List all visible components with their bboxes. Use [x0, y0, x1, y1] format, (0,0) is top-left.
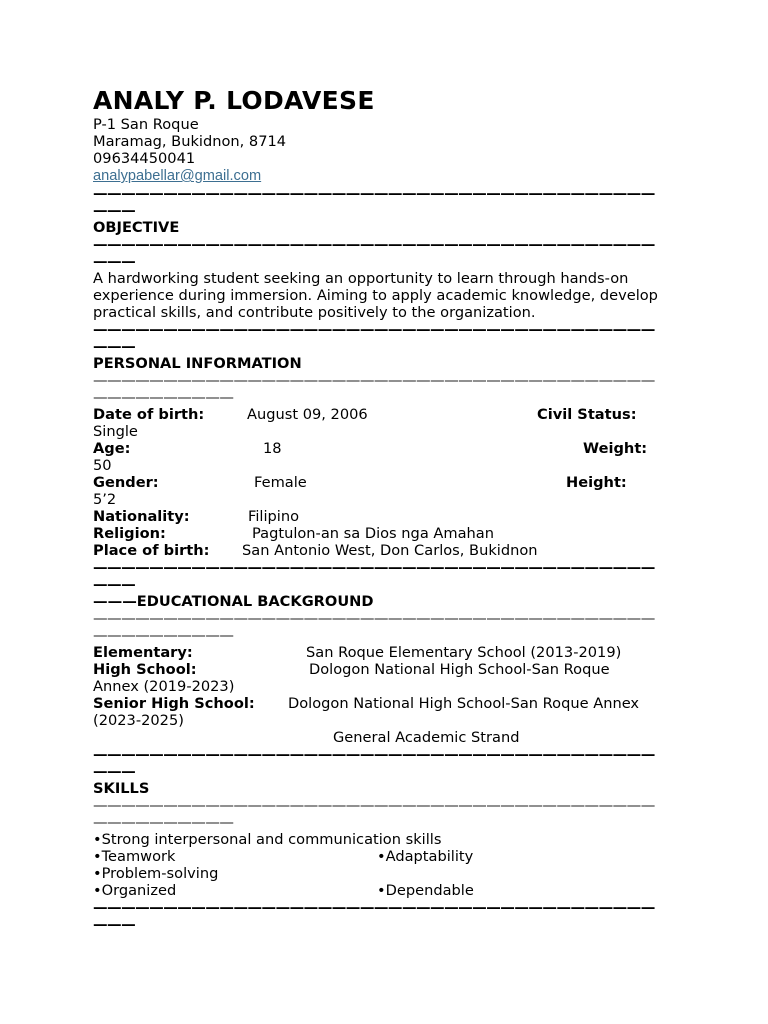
- thin-divider-rule: ——————————————————————————————————————————————————: [93, 797, 655, 831]
- strand-value: General Academic Strand: [333, 729, 520, 746]
- objective-heading: OBJECTIVE: [93, 219, 180, 236]
- elementary-label: Elementary:: [93, 644, 193, 661]
- weight-value: 50: [93, 457, 112, 474]
- high-school-label: High School:: [93, 661, 197, 678]
- skill-row: [93, 848, 667, 865]
- education-heading-text: EDUCATIONAL BACKGROUND: [136, 593, 374, 610]
- thin-divider-rule: ——————————————————————————————————————————————————: [93, 372, 655, 406]
- gender-value: Female: [254, 474, 307, 491]
- email-link[interactable]: analypabellar@gmail.com: [93, 168, 262, 184]
- thin-divider-rule: ——————————————————————————————————————————————————: [93, 610, 655, 644]
- address-line-1: P-1 San Roque: [93, 116, 199, 133]
- applicant-name: ANALY P. LODAVESE: [93, 86, 375, 115]
- address-line-2: Maramag, Bukidnon, 8714: [93, 133, 287, 150]
- senior-high-value-cont: (2023-2025): [93, 712, 184, 729]
- age-row: [93, 440, 667, 457]
- place-of-birth-row: [93, 542, 667, 559]
- age-label: Age:: [93, 440, 131, 457]
- skill-item: •Strong interpersonal and communication skills: [93, 831, 442, 848]
- strand-row: [93, 729, 667, 746]
- height-label: Height:: [566, 474, 627, 491]
- civil-status-value: Single: [93, 423, 138, 440]
- senior-high-label: Senior High School:: [93, 695, 255, 712]
- religion-row: [93, 525, 667, 542]
- education-heading: [93, 593, 667, 610]
- religion-label: Religion:: [93, 525, 166, 542]
- dob-row: [93, 406, 667, 423]
- skill-item: •Teamwork: [93, 848, 176, 865]
- senior-high-value: Dologon National High School-San Roque Annex: [288, 695, 640, 712]
- civil-status-label: Civil Status:: [537, 406, 637, 423]
- gender-row: [93, 474, 667, 491]
- dob-label: Date of birth:: [93, 406, 205, 423]
- skill-item: •Organized: [93, 882, 177, 899]
- nationality-value: Filipino: [248, 508, 299, 525]
- divider-rule: ———————————————————————————————————————————: [93, 321, 655, 355]
- divider-rule: ———————————————————————————————————————————: [93, 559, 655, 593]
- religion-value: Pagtulon-an sa Dios nga Amahan: [252, 525, 494, 542]
- height-value: 5’2: [93, 491, 117, 508]
- weight-label: Weight:: [583, 440, 648, 457]
- divider-rule: ———————————————————————————————————————————: [93, 746, 655, 780]
- education-heading-dash: ———: [93, 593, 137, 610]
- dob-value: August 09, 2006: [247, 406, 368, 423]
- elementary-row: [93, 644, 667, 661]
- skill-item: •Problem-solving: [93, 865, 219, 882]
- objective-text: A hardworking student seeking an opportunity to learn through hands-on experience during immersion. Aiming to apply academic knowledge, develop practical skills, and contribute positively to the organization.: [93, 270, 658, 321]
- divider-rule: ———————————————————————————————————————————: [93, 899, 655, 933]
- elementary-value: San Roque Elementary School (2013-2019): [306, 644, 622, 661]
- pob-label: Place of birth:: [93, 542, 210, 559]
- gender-label: Gender:: [93, 474, 159, 491]
- senior-high-row: [93, 695, 667, 712]
- phone-number: 09634450041: [93, 150, 196, 167]
- high-school-value: Dologon National High School-San Roque: [309, 661, 610, 678]
- resume-page: [93, 86, 667, 933]
- divider-rule: ———————————————————————————————————————————: [93, 185, 655, 219]
- personal-info-heading: PERSONAL INFORMATION: [93, 355, 302, 372]
- high-school-row: [93, 661, 667, 678]
- nationality-label: Nationality:: [93, 508, 190, 525]
- divider-rule: ———————————————————————————————————————————: [93, 236, 655, 270]
- skills-heading: SKILLS: [93, 780, 150, 797]
- pob-value: San Antonio West, Don Carlos, Bukidnon: [242, 542, 538, 559]
- skill-item: •Dependable: [377, 882, 474, 899]
- skill-item: •Adaptability: [377, 848, 474, 865]
- skill-row: [93, 882, 667, 899]
- nationality-row: [93, 508, 667, 525]
- age-value: 18: [263, 440, 282, 457]
- high-school-value-cont: Annex (2019-2023): [93, 678, 235, 695]
